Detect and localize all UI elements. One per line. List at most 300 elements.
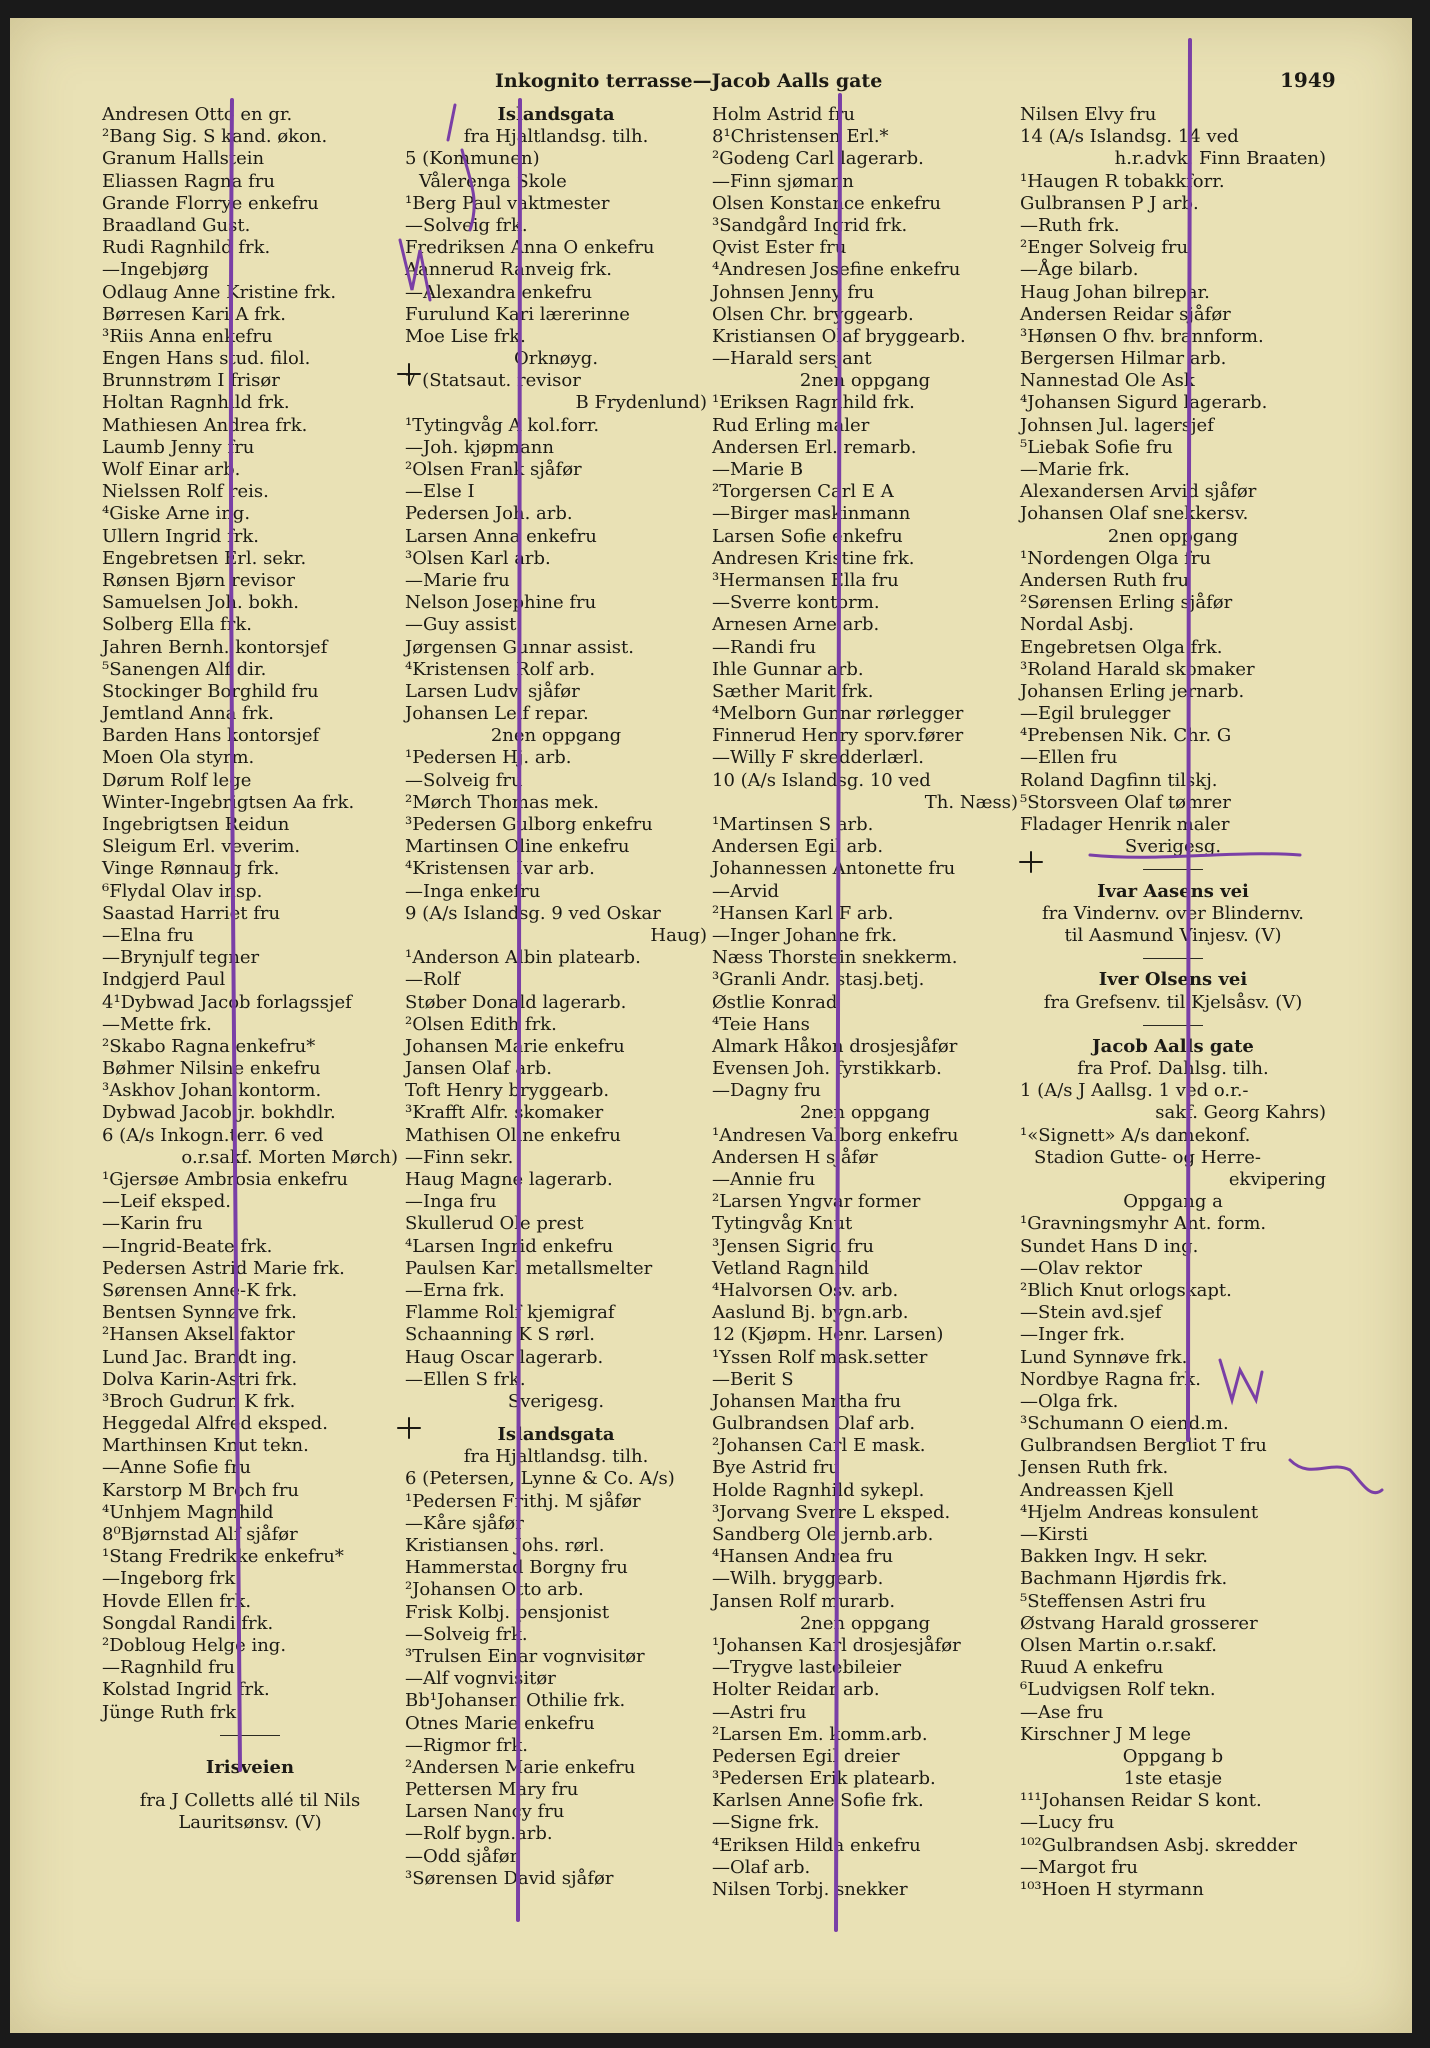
directory-entry: Larsen Anna enkefru: [405, 525, 597, 547]
directory-entry: Pedersen Egil dreier: [712, 1745, 900, 1767]
directory-entry: Kirschner J M lege: [1020, 1723, 1191, 1745]
directory-entry: Haug Magne lagerarb.: [405, 1169, 613, 1190]
directory-entry: Ullern Ingrid frk.: [102, 525, 259, 547]
directory-entry: ²Hansen Karl F arb.: [712, 902, 894, 924]
directory-entry: ⁴Teie Hans: [712, 1013, 810, 1035]
directory-entry: Th. Næss): [924, 791, 1018, 813]
directory-entry: Pedersen Astrid Marie frk.: [102, 1257, 345, 1279]
directory-entry: Holtan Ragnhild frk.: [102, 392, 290, 414]
directory-entry: Lund Jac. Brandt ing.: [102, 1346, 298, 1368]
directory-entry: —Guy assist.: [405, 614, 523, 636]
directory-entry: Indgjerd Paul: [102, 969, 226, 991]
directory-entry: ¹Tytingvåg A kol.forr.: [405, 414, 600, 436]
directory-entry: Songdal Randi frk.: [102, 1612, 274, 1634]
directory-entry: ³Pedersen Gulborg enkefru: [405, 814, 653, 835]
directory-entry: Braadland Gust.: [102, 214, 251, 236]
directory-entry: Johnsen Jenny fru: [712, 281, 875, 303]
directory-entry: Schaanning K S rørl.: [405, 1324, 595, 1346]
directory-entry: —Arvid: [712, 880, 780, 902]
page-year: 1949: [1280, 68, 1336, 92]
directory-entry: Næss Thorstein snekkerm.: [712, 947, 958, 969]
directory-entry: Nilsen Elvy fru: [1020, 104, 1157, 125]
directory-entry: Sørensen Anne-K frk.: [102, 1279, 298, 1301]
directory-entry: Rønsen Bjørn revisor: [102, 569, 295, 591]
directory-entry: Fredriksen Anna O enkefru: [405, 237, 655, 259]
directory-entry: —Inger Johanne frk.: [712, 924, 898, 946]
directory-entry: Finnerud Henry sporv.fører: [712, 725, 964, 747]
directory-entry: Arnesen Arne arb.: [712, 614, 880, 636]
directory-entry: —Marie frk.: [1020, 459, 1130, 480]
section-divider: [1020, 947, 1326, 969]
directory-entry: fra J Colletts allé til Nils: [139, 1790, 361, 1812]
column-1: [102, 104, 398, 1834]
directory-entry: ⁴Melborn Gunnar rørlegger: [712, 703, 964, 725]
section-divider: [1020, 858, 1326, 880]
directory-entry: Karstorp M Broch fru: [102, 1479, 300, 1501]
directory-entry: Jørgensen Gunnar assist.: [405, 636, 634, 658]
directory-entry: —Astri fru: [712, 1701, 807, 1723]
directory-entry: Holter Reidar arb.: [712, 1679, 880, 1701]
directory-entry: ⁵Liebak Sofie fru: [1020, 436, 1173, 458]
directory-entry: Dybwad Jacob jr. bokhdlr.: [102, 1102, 336, 1124]
directory-entry: —Wilh. bryggearb.: [712, 1568, 884, 1590]
directory-entry: Haug Oscar lagerarb.: [405, 1346, 604, 1368]
directory-entry: Roland Dagfinn tilskj.: [1020, 769, 1218, 791]
directory-entry: ¹Nordengen Olga fru: [1020, 547, 1212, 569]
directory-entry: —Lucy fru: [1020, 1812, 1115, 1834]
directory-entry: Bb¹Johansen Othilie frk.: [405, 1690, 626, 1712]
directory-entry: Bye Astrid fru: [712, 1457, 840, 1479]
section-divider: [1020, 1014, 1326, 1036]
directory-entry: Larsen Nancy fru: [405, 1801, 565, 1823]
directory-entry: ³Olsen Karl arb.: [405, 547, 551, 569]
directory-entry: Brunnstrøm I frisør: [102, 370, 280, 392]
directory-entry: Vinge Rønnaug frk.: [102, 858, 280, 880]
directory-entry: Dørum Rolf lege: [102, 769, 252, 791]
directory-entry: h.r.advk. Finn Braaten): [1114, 148, 1326, 170]
directory-entry: Aannerud Ranveig frk.: [405, 259, 613, 281]
directory-entry: Engebretsen Olga frk.: [1020, 636, 1223, 658]
directory-entry: —Mette frk.: [102, 1013, 212, 1035]
street-heading: Jacob Aalls gate: [1092, 1035, 1254, 1057]
directory-entry: ⁴Hjelm Andreas konsulent: [1020, 1501, 1259, 1523]
directory-entry: ³Askhov Johan kontorm.: [102, 1080, 322, 1102]
directory-entry: Nordal Asbj.: [1020, 614, 1134, 636]
directory-entry: ³Riis Anna enkefru: [102, 325, 273, 347]
directory-entry: —Elna fru: [102, 924, 194, 946]
directory-entry: B Frydenlund): [575, 392, 707, 414]
directory-entry: ¹Berg Paul vaktmester: [405, 192, 610, 214]
directory-entry: Otnes Marie enkefru: [405, 1712, 595, 1734]
directory-entry: Furulund Kari lærerinne: [405, 303, 630, 325]
directory-entry: Sæther Marit frk.: [712, 680, 874, 702]
directory-entry: —Ellen fru: [1020, 747, 1118, 769]
directory-entry: —Egil brulegger: [1020, 703, 1171, 725]
directory-entry: Andersen Erl. remarb.: [712, 436, 917, 458]
directory-entry: Rudi Ragnhild frk.: [102, 237, 271, 259]
directory-entry: Wolf Einar arb.: [102, 459, 241, 480]
directory-entry: ²Enger Solveig fru: [1020, 237, 1189, 259]
directory-entry: ²Johansen Otto arb.: [405, 1579, 584, 1601]
directory-entry: —Solveig frk.: [405, 1623, 528, 1645]
directory-entry: —Olga frk.: [1020, 1390, 1119, 1412]
directory-entry: Fladager Henrik maler: [1020, 814, 1230, 835]
directory-entry: ³Jorvang Sverre L eksped.: [712, 1501, 951, 1523]
directory-entry: 1 (A/s J Aallsg. 1 ved o.r.-: [1020, 1080, 1249, 1102]
directory-entry: Andersen H sjåfør: [712, 1146, 878, 1168]
directory-entry: —Finn sekr.: [405, 1146, 514, 1168]
directory-entry: ²Sørensen Erling sjåfør: [1020, 592, 1233, 614]
directory-entry: 2nen oppgang: [799, 1612, 931, 1634]
directory-entry: ⁴Larsen Ingrid enkefru: [405, 1235, 614, 1257]
directory-entry: Martinsen Oline enkefru: [405, 836, 630, 858]
directory-entry: —Olav rektor: [1020, 1257, 1142, 1279]
directory-entry: ³Broch Gudrun K frk.: [102, 1390, 296, 1412]
directory-entry: ²Olsen Frank sjåfør: [405, 459, 582, 480]
directory-entry: ¹Martinsen S arb.: [712, 814, 874, 835]
directory-entry: ²Larsen Em. komm.arb.: [712, 1723, 928, 1745]
directory-entry: 8¹Christensen Erl.*: [712, 126, 889, 148]
directory-entry: Hammerstad Borgny fru: [405, 1557, 628, 1579]
directory-entry: —Brynjulf tegner: [102, 947, 260, 969]
directory-entry: ⁴Kristensen Rolf arb.: [405, 658, 596, 680]
directory-entry: Odlaug Anne Kristine frk.: [102, 281, 337, 303]
directory-entry: ⁴Johansen Sigurd lagerarb.: [1020, 392, 1268, 414]
directory-entry: ³Jensen Sigrid fru: [712, 1235, 874, 1257]
directory-entry: Bergersen Hilmar arb.: [1020, 348, 1227, 370]
page-header: [10, 70, 1412, 106]
directory-entry: ²Godeng Carl lagerarb.: [712, 148, 924, 170]
directory-entry: ekvipering: [1228, 1169, 1326, 1190]
directory-entry: ¹Stang Fredrikke enkefru*: [102, 1546, 344, 1568]
directory-entry: ³Trulsen Einar vognvisitør: [405, 1645, 645, 1667]
directory-entry: Flamme Rolf kjemigraf: [405, 1302, 615, 1324]
directory-entry: Solberg Ella frk.: [102, 614, 252, 636]
directory-entry: ¹¹¹Johansen Reidar S kont.: [1020, 1790, 1262, 1812]
directory-entry: Holm Astrid fru: [712, 104, 856, 125]
directory-entry: ¹Johansen Karl drosjesjåfør: [712, 1634, 961, 1656]
directory-entry: —Marie fru: [405, 569, 510, 591]
directory-entry: ³Schumann O eiend.m.: [1020, 1413, 1229, 1435]
directory-entry: Gulbrandsen Olaf arb.: [712, 1413, 916, 1435]
section-divider: [102, 1724, 398, 1746]
directory-entry: Vålerenga Skole: [419, 170, 567, 192]
directory-entry: 2nen oppgang: [1107, 525, 1239, 547]
directory-entry: Laumb Jenny fru: [102, 436, 255, 458]
directory-entry: Moen Ola styrm.: [102, 747, 255, 769]
directory-entry: —Anne Sofie fru: [102, 1457, 251, 1479]
directory-entry: Engebretsen Erl. sekr.: [102, 547, 307, 569]
directory-entry: Sverigesg.: [1124, 836, 1222, 858]
directory-entry: ²Olsen Edith frk.: [405, 1013, 557, 1035]
directory-entry: ⁴Unhjem Magnhild: [102, 1501, 274, 1523]
directory-entry: —Birger maskinmann: [712, 503, 911, 525]
directory-entry: ¹Pedersen Hj. arb.: [405, 747, 572, 769]
directory-entry: Rud Erling maler: [712, 414, 870, 436]
directory-entry: Granum Hallstein: [102, 148, 265, 170]
directory-entry: Johnsen Jul. lagersjef: [1020, 414, 1214, 436]
directory-entry: Lund Synnøve frk.: [1020, 1346, 1188, 1368]
directory-entry: Østlie Konrad: [712, 991, 838, 1013]
directory-entry: ²Hansen Aksel faktor: [102, 1324, 295, 1346]
directory-entry: Jansen Olaf arb.: [405, 1058, 552, 1080]
column-4: [1020, 104, 1326, 1901]
directory-entry: —Ragnhild fru: [102, 1657, 236, 1679]
directory-entry: ³Hermansen Ella fru: [712, 569, 899, 591]
directory-entry: Sundet Hans D ing.: [1020, 1235, 1199, 1257]
spacer: [102, 1746, 398, 1757]
directory-entry: Almark Håkon drosjesjåfør: [712, 1035, 958, 1057]
street-heading: Iver Olsens vei: [1098, 969, 1248, 991]
directory-entry: —Signe frk.: [712, 1812, 820, 1834]
directory-entry: Bentsen Synnøve frk.: [102, 1302, 297, 1324]
directory-entry: fra Hjaltlandsg. tilh.: [463, 126, 649, 148]
directory-entry: Jansen Rolf murarb.: [712, 1590, 896, 1612]
directory-entry: 6 (A/s Inkogn.terr. 6 ved: [102, 1124, 324, 1146]
directory-entry: ¹Gjersøe Ambrosia enkefru: [102, 1169, 349, 1190]
directory-entry: Evensen Joh. fyrstikkarb.: [712, 1058, 942, 1080]
directory-entry: ²Torgersen Carl E A: [712, 481, 894, 503]
directory-entry: 5 (Kommunen): [405, 148, 540, 170]
directory-entry: —Harald sersjant: [712, 348, 872, 370]
directory-entry: o.r.sakf. Morten Mørch): [181, 1146, 398, 1168]
directory-entry: —Ingeborg frk.: [102, 1568, 241, 1590]
directory-entry: Nilsen Torbj. snekker: [712, 1879, 908, 1900]
directory-entry: ⁵Storsveen Olaf tømrer: [1020, 791, 1231, 813]
directory-entry: ³Pedersen Erik platearb.: [712, 1768, 936, 1790]
street-heading: Ivar Aasens vei: [1097, 880, 1249, 902]
directory-entry: 1ste etasje: [1123, 1768, 1223, 1790]
directory-entry: 7 (Statsaut. revisor: [405, 370, 581, 392]
directory-entry: Andersen Reidar sjåfør: [1020, 303, 1231, 325]
directory-entry: Engen Hans stud. filol.: [102, 348, 311, 370]
directory-entry: —Inger frk.: [1020, 1324, 1126, 1346]
street-heading: Irisveien: [205, 1756, 295, 1778]
directory-entry: —Ruth frk.: [1020, 214, 1120, 236]
directory-entry: Pettersen Mary fru: [405, 1779, 579, 1801]
directory-entry: Sleigum Erl. veverim.: [102, 836, 301, 858]
directory-entry: Nannestad Ole Ask: [1020, 370, 1195, 392]
directory-entry: ¹Gravningsmyhr Ant. form.: [1020, 1213, 1267, 1235]
directory-entry: —Leif eksped.: [102, 1191, 231, 1213]
directory-entry: 2nen oppgang: [490, 725, 622, 747]
directory-entry: —Alf vognvisitør: [405, 1668, 556, 1690]
directory-entry: til Aasmund Vinjesv. (V): [1064, 924, 1282, 946]
directory-entry: ⁶Flydal Olav insp.: [102, 880, 263, 902]
directory-entry: ¹«Signett» A/s damekonf.: [1020, 1124, 1251, 1146]
directory-entry: Vetland Ragnhild: [712, 1257, 869, 1279]
directory-entry: Larsen Sofie enkefru: [712, 525, 903, 547]
directory-entry: Andresen Otto en gr.: [102, 104, 293, 125]
directory-entry: Nelson Josephine fru: [405, 592, 597, 614]
directory-entry: Qvist Ester fru: [712, 237, 847, 259]
directory-entry: ¹Eriksen Ragnhild frk.: [712, 392, 915, 414]
directory-entry: Holde Ragnhild sykepl.: [712, 1479, 925, 1501]
directory-entry: —Solveig fru: [405, 769, 523, 791]
directory-entry: —Ingrid-Beate frk.: [102, 1235, 273, 1257]
directory-entry: fra Prof. Dahlsg. tilh.: [1077, 1058, 1269, 1080]
directory-entry: ¹Andresen Valborg enkefru: [712, 1124, 959, 1146]
directory-entry: ⁴Giske Arne ing.: [102, 503, 251, 525]
directory-entry: Kolstad Ingrid frk.: [102, 1679, 270, 1701]
directory-entry: Andersen Egil arb.: [712, 836, 884, 858]
directory-entry: Johansen Leif repar.: [405, 703, 589, 725]
directory-entry: 14 (A/s Islandsg. 14 ved: [1020, 126, 1239, 148]
directory-entry: Jahren Bernh. kontorsjef: [102, 636, 328, 658]
directory-entry: ⁶Ludvigsen Rolf tekn.: [1020, 1679, 1216, 1701]
directory-entry: Johansen Erling jernarb.: [1020, 680, 1245, 702]
directory-entry: ⁴Kristensen Ivar arb.: [405, 858, 595, 880]
directory-entry: —Ase fru: [1020, 1701, 1104, 1723]
directory-entry: Nielssen Rolf reis.: [102, 481, 269, 503]
directory-entry: 2nen oppgang: [799, 370, 931, 392]
directory-entry: Ihle Gunnar arb.: [712, 658, 864, 680]
directory-entry: —Finn sjømann: [712, 170, 854, 192]
directory-entry: Johansen Marie enkefru: [405, 1035, 625, 1057]
directory-entry: Bakken Ingv. H sekr.: [1020, 1546, 1209, 1568]
directory-entry: —Willy F skredderlærl.: [712, 747, 925, 769]
directory-entry: —Solveig frk.: [405, 214, 528, 236]
directory-entry: Winter-Ingebrigtsen Aa frk.: [102, 791, 355, 813]
directory-entry: Paulsen Karl metallsmelter: [405, 1257, 653, 1279]
directory-entry: ³Roland Harald skomaker: [1020, 658, 1255, 680]
directory-entry: Skullerud Ole prest: [405, 1213, 584, 1235]
directory-entry: ³Hønsen O fhv. brannform.: [1020, 325, 1264, 347]
directory-entry: Sandberg Ole jernb.arb.: [712, 1524, 934, 1545]
directory-entry: 9 (A/s Islandsg. 9 ved Oskar: [405, 902, 661, 924]
directory-entry: Frisk Kolbj. pensjonist: [405, 1601, 610, 1623]
directory-entry: Jemtland Anna frk.: [102, 703, 275, 725]
directory-entry: —Inga enkefru: [405, 880, 541, 902]
directory-entry: Jensen Ruth frk.: [1020, 1457, 1169, 1479]
directory-entry: Andresen Kristine frk.: [712, 547, 915, 569]
directory-entry: —Berit S: [712, 1368, 794, 1390]
directory-entry: Oppgang a: [1123, 1191, 1223, 1213]
directory-entry: 12 (Kjøpm. Henr. Larsen): [712, 1324, 944, 1346]
directory-entry: Mathisen Oline enkefru: [405, 1124, 621, 1146]
directory-entry: ¹Haugen R tobakkforr.: [1020, 170, 1225, 192]
directory-entry: fra Grefsenv. til Kjelsåsv. (V): [1043, 991, 1303, 1013]
directory-entry: ¹Anderson Albin platearb.: [405, 947, 641, 969]
directory-entry: ⁴Hansen Andrea fru: [712, 1546, 894, 1568]
directory-entry: Bøhmer Nilsine enkefru: [102, 1058, 321, 1080]
directory-entry: ²Bang Sig. S kand. økon.: [102, 126, 328, 148]
directory-entry: ²Andersen Marie enkefru: [405, 1756, 636, 1778]
spacer: [102, 1779, 398, 1790]
directory-entry: Andersen Ruth fru: [1020, 569, 1190, 591]
directory-entry: Saastad Harriet fru: [102, 902, 281, 924]
directory-entry: Østvang Harald grosserer: [1020, 1612, 1258, 1634]
directory-entry: —Karin fru: [102, 1213, 203, 1235]
directory-entry: Oppgang b: [1122, 1745, 1224, 1767]
directory-entry: —Erna frk.: [405, 1279, 505, 1301]
directory-entry: —Rolf bygn.arb.: [405, 1823, 553, 1845]
directory-entry: ⁵Steffensen Astri fru: [1020, 1590, 1207, 1612]
directory-entry: Gulbrandsen Bergliot T fru: [1020, 1435, 1267, 1457]
street-heading: Islandsgata: [497, 104, 615, 125]
directory-entry: Olsen Martin o.r.sakf.: [1020, 1634, 1217, 1656]
directory-entry: sakf. Georg Kahrs): [1155, 1102, 1326, 1124]
column-3: [712, 104, 1018, 1901]
directory-entry: —Odd sjåfør: [405, 1845, 519, 1867]
directory-entry: 2nen oppgang: [799, 1102, 931, 1124]
directory-entry: —Dagny fru: [712, 1080, 822, 1102]
directory-entry: —Stein avd.sjef: [1020, 1302, 1162, 1324]
directory-entry: —Margot fru: [1020, 1856, 1138, 1878]
directory-entry: —Annie fru: [712, 1169, 816, 1190]
directory-entry: Heggedal Alfred eksped.: [102, 1413, 328, 1435]
directory-entry: Moe Lise frk.: [405, 325, 526, 347]
directory-entry: Jünge Ruth frk.: [102, 1701, 242, 1723]
directory-entry: —Else I: [405, 481, 475, 503]
directory-entry: —Inga fru: [405, 1191, 497, 1213]
directory-entry: 10 (A/s Islandsg. 10 ved: [712, 769, 931, 791]
directory-entry: Sverigesg.: [507, 1390, 605, 1412]
street-heading: Islandsgata: [497, 1424, 615, 1446]
directory-entry: ⁴Andresen Josefine enkefru: [712, 259, 961, 281]
directory-entry: ¹⁰³Hoen H styrmann: [1020, 1879, 1204, 1900]
directory-entry: —Rolf: [405, 969, 460, 991]
column-2: [405, 104, 707, 1890]
directory-entry: Bachmann Hjørdis frk.: [1020, 1568, 1228, 1590]
directory-entry: Johannessen Antonette fru: [712, 858, 956, 880]
directory-entry: —Ingebjørg: [102, 259, 209, 281]
directory-entry: Larsen Ludv. sjåfør: [405, 680, 580, 702]
directory-entry: ³Sandgård Ingrid frk.: [712, 214, 908, 236]
directory-entry: —Sverre kontorm.: [712, 592, 880, 614]
directory-entry: Marthinsen Knut tekn.: [102, 1435, 309, 1457]
directory-entry: ³Sørensen David sjåfør: [405, 1867, 614, 1889]
directory-entry: ²Johansen Carl E mask.: [712, 1435, 926, 1457]
directory-entry: 6 (Petersen, Lynne & Co. A/s): [405, 1468, 675, 1490]
directory-entry: Barden Hans kontorsjef: [102, 725, 320, 747]
directory-entry: Stadion Gutte- og Herre-: [1034, 1146, 1261, 1168]
directory-entry: Børresen Kari A frk.: [102, 303, 287, 325]
directory-entry: —Kirsti: [1020, 1524, 1089, 1545]
directory-entry: Karlsen Anne Sofie frk.: [712, 1790, 924, 1812]
directory-entry: Gulbransen P J arb.: [1020, 192, 1199, 214]
directory-entry: ³Granli Andr. stasj.betj.: [712, 969, 925, 991]
directory-entry: Grande Florrye enkefru: [102, 192, 319, 214]
directory-entry: ²Larsen Yngvar former: [712, 1191, 921, 1213]
directory-entry: 8⁰Bjørnstad Alf sjåfør: [102, 1524, 298, 1545]
directory-entry: Haug): [650, 924, 707, 946]
directory-entry: —Åge bilarb.: [1020, 259, 1139, 281]
directory-entry: —Trygve lastebileier: [712, 1657, 902, 1679]
directory-entry: —Marie B: [712, 459, 804, 480]
directory-entry: —Ellen S frk.: [405, 1368, 526, 1390]
directory-entry: ⁵Sanengen Alf dir.: [102, 658, 267, 680]
directory-entry: —Kåre sjåfør: [405, 1512, 524, 1534]
directory-entry: Olsen Chr. bryggearb.: [712, 303, 914, 325]
directory-entry: Lauritsønsv. (V): [178, 1812, 322, 1834]
directory-entry: Mathiesen Andrea frk.: [102, 414, 308, 436]
directory-entry: Pedersen Joh. arb.: [405, 503, 573, 525]
directory-entry: ⁴Prebensen Nik. Chr. G: [1020, 725, 1232, 747]
directory-entry: Olsen Konstance enkefru: [712, 192, 942, 214]
directory-entry: ¹⁰²Gulbrandsen Asbj. skredder: [1020, 1834, 1298, 1856]
directory-entry: —Randi fru: [712, 636, 817, 658]
directory-entry: Nordbye Ragna frk.: [1020, 1368, 1201, 1390]
directory-entry: Andreassen Kjell: [1020, 1479, 1174, 1501]
directory-entry: —Alexandra enkefru: [405, 281, 593, 303]
directory-entry: Ruud A enkefru: [1020, 1657, 1164, 1679]
directory-entry: Samuelsen Joh. bokh.: [102, 592, 300, 614]
directory-entry: Haug Johan bilrepar.: [1020, 281, 1210, 303]
directory-entry: ²Mørch Thomas mek.: [405, 791, 600, 813]
directory-entry: ¹Yssen Rolf mask.setter: [712, 1346, 928, 1368]
directory-entry: fra Hjaltlandsg. tilh.: [463, 1446, 649, 1468]
